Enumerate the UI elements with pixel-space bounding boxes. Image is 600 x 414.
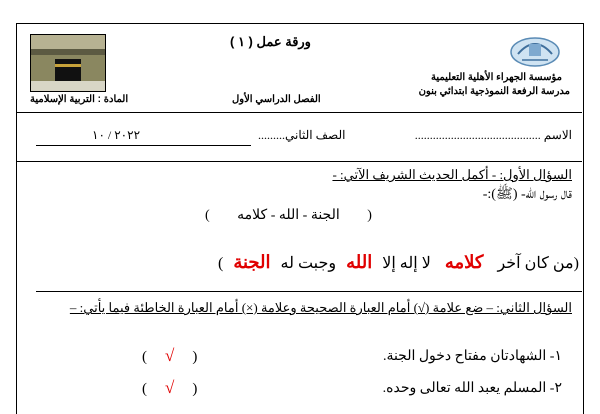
org-name: مؤسسة الجهراء الأهلية التعليمية [430,72,562,83]
question1-title: السؤال الأول: - أكمل الحديث الشريف الآتي: - [332,167,572,182]
kaaba-photo [30,34,106,92]
statement-2: ٢- المسلم يعبد الله تعالى وحده. [382,381,562,396]
hadith-mid: لا إله إلا [382,255,431,272]
answer-word-2: الله [346,252,373,272]
answer-word-1: كلامه [444,252,484,272]
header-divider [16,112,582,113]
word-bank [205,207,372,224]
answer-box-2-open: ( [142,381,147,397]
student-name-field: الاسم .......................................... [414,128,572,142]
answer-box-2-close: ) [192,381,198,397]
word-bank-close: ) [205,208,210,223]
hadith-close: ) [218,255,224,272]
subject-label: المادة : التربية الإسلامية [30,94,129,105]
answer-box-1 [142,346,197,366]
hadith-intro: قال رسول الله- (ﷺ):- [482,187,572,202]
answer-box-1-close: ) [192,349,198,365]
hadith-mid2: وجبت له [280,255,337,272]
date-underline [36,145,251,146]
answer-box-2 [142,378,197,398]
check-mark-1: √ [165,346,175,365]
date-label: ٢٠٢٢ / ١٠ [92,128,141,142]
school-name: مدرسة الرفعة النموذجية ابتدائي بنون [418,86,570,97]
semester-label: الفصل الدراسي الأول [232,94,321,105]
hadith-open: (من كان آخر [497,255,579,272]
check-mark-2: √ [165,378,175,397]
statement-1: ١- الشهادتان مفتاح دخول الجنة. [382,349,562,364]
answer-box-1-open: ( [142,349,147,365]
question2-title [70,300,572,316]
question2-title-text: السؤال الثاني: – ضع علامة (√) أمام العبارة الصحيحة وعلامة (×) أمام العبارة الخاطئة فيما يأتي: – [69,300,572,315]
answer-word-3: الجنة [233,252,271,272]
question-divider [36,291,582,292]
word-bank-words: الجنة - الله - كلامه [237,208,340,223]
school-logo-icon [508,30,562,68]
grade-label: الصف الثاني......... [258,128,346,142]
hadith-text [218,252,579,273]
worksheet-title: ورقة عمل ( ١ ) [230,34,311,49]
word-bank-open: ( [367,208,372,223]
section-divider [16,161,582,162]
